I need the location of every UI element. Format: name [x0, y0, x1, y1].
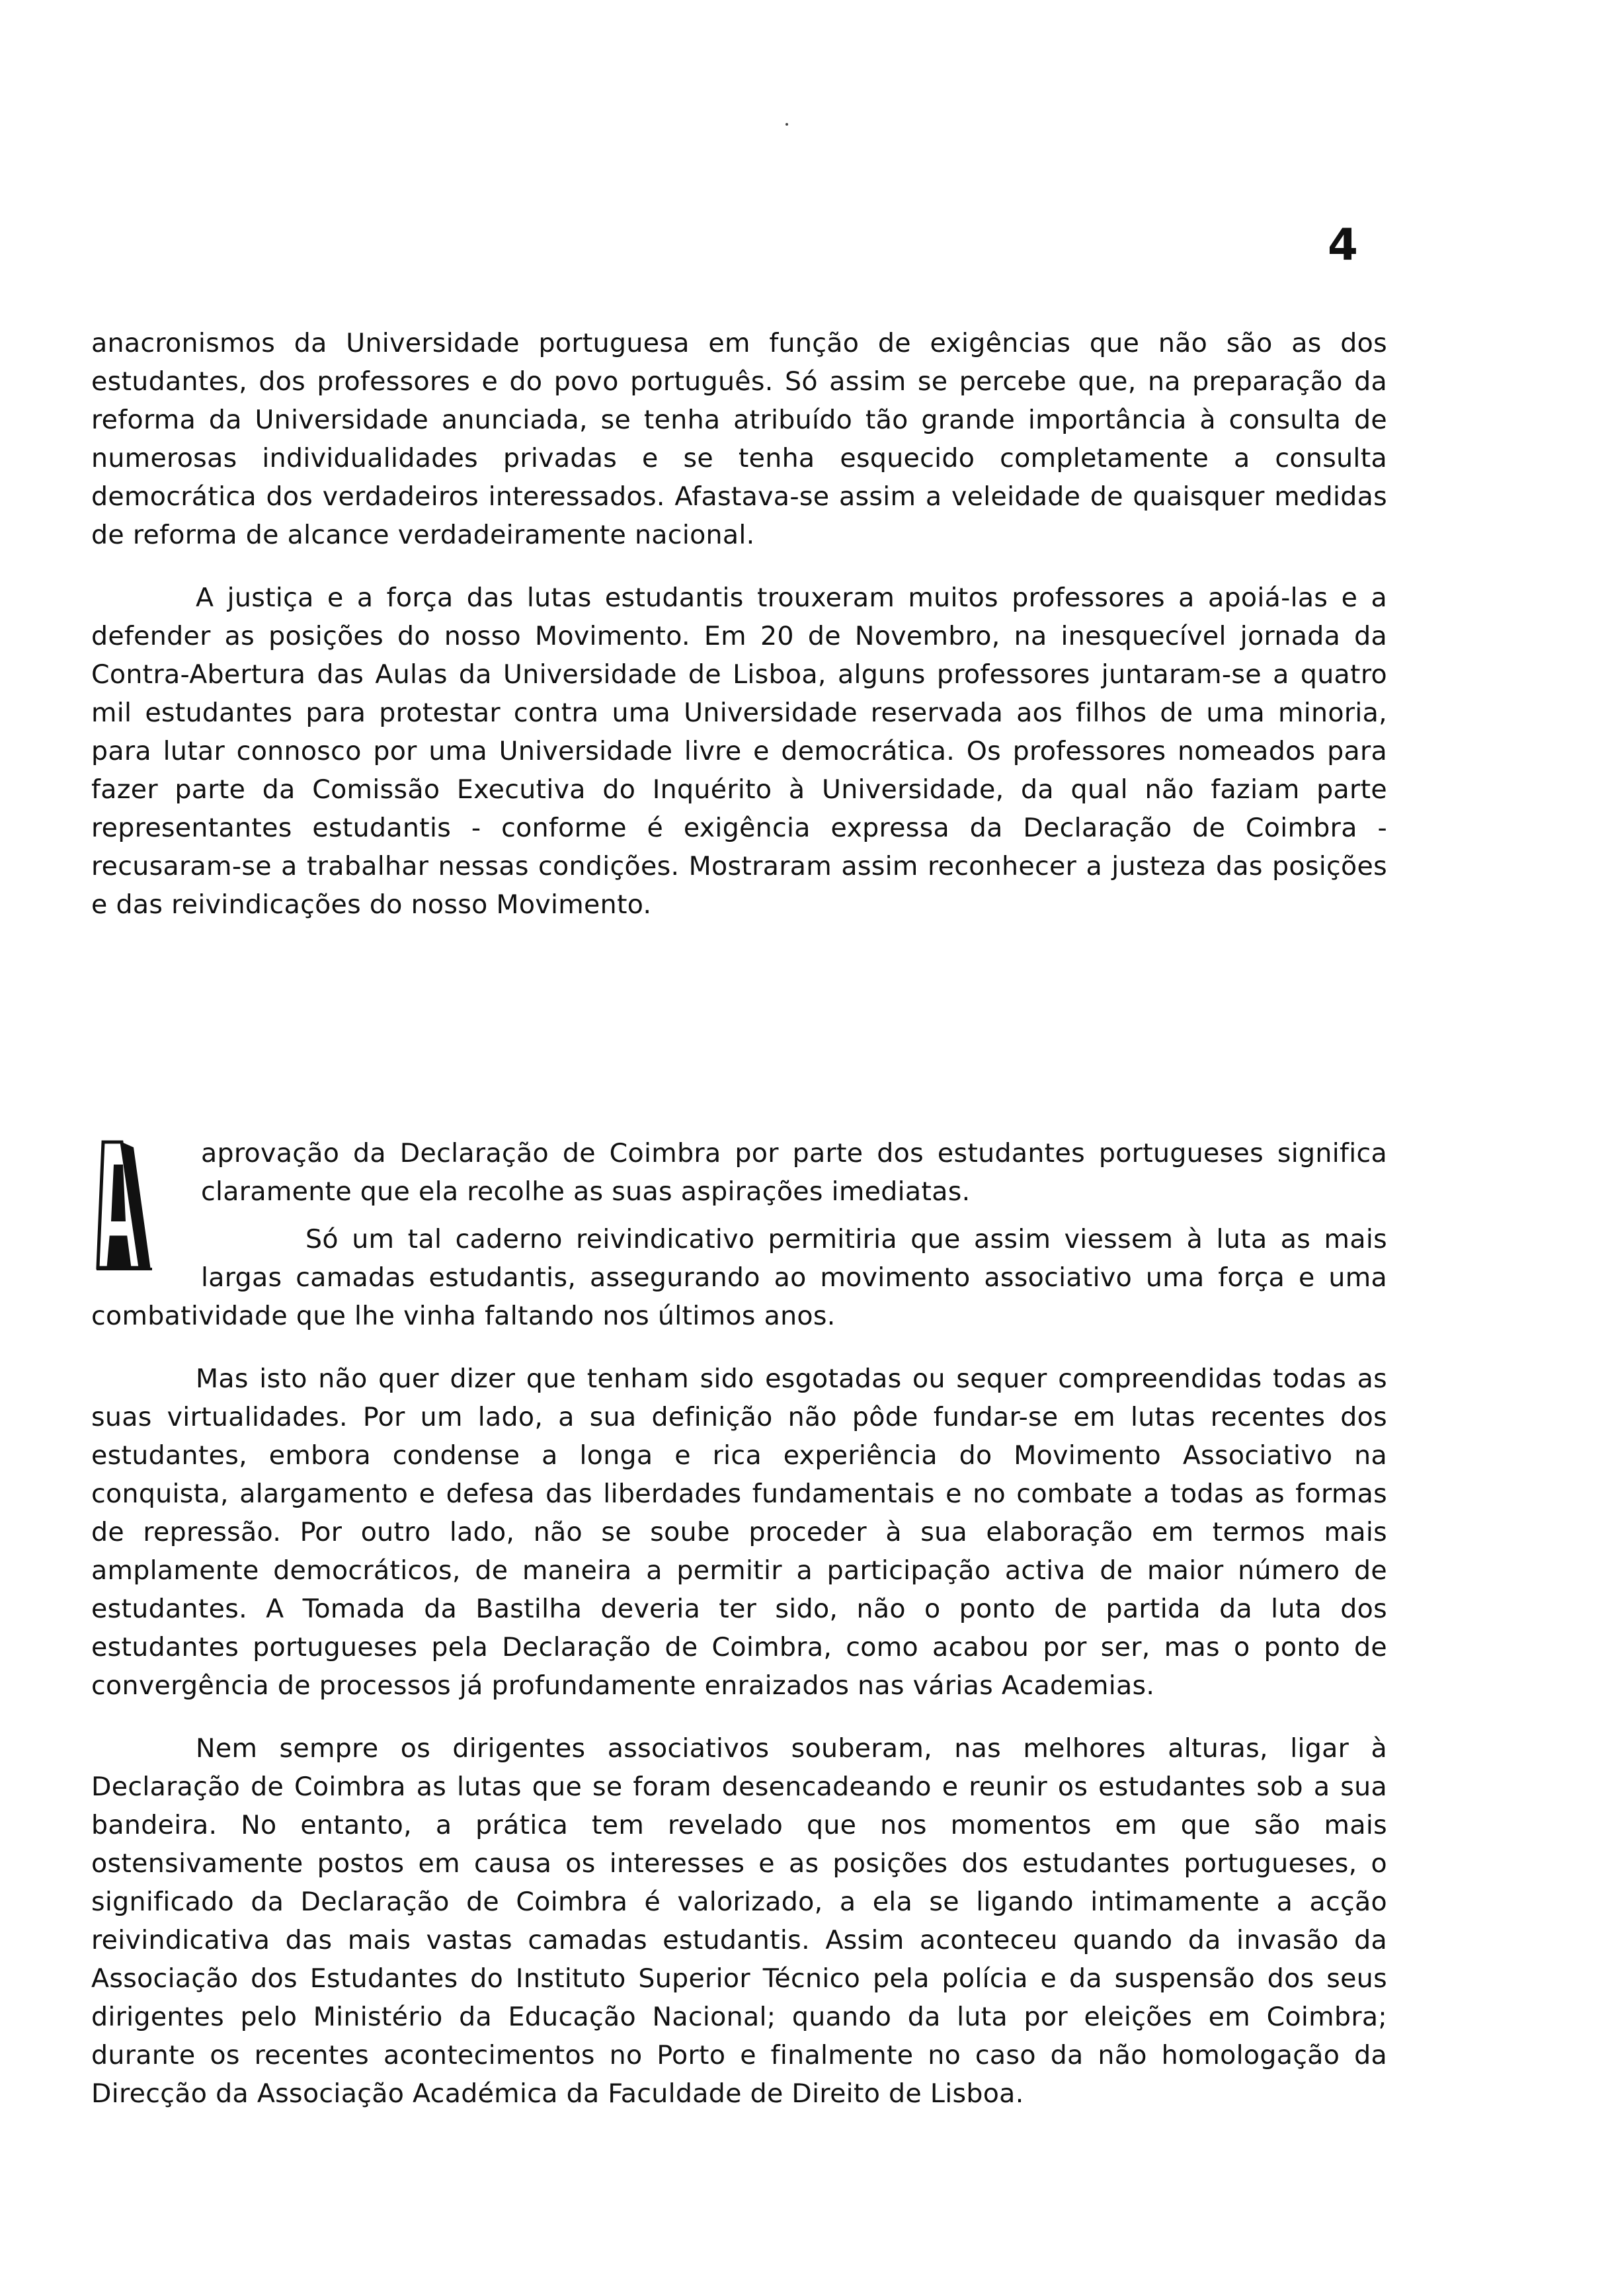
- section-declaracao: [91, 1134, 1387, 2113]
- paragraph: Só um tal caderno reivindicativo permitiria que assim viessem à luta as mais largas camadas estudantis, assegurando ao movimento associativo uma força e uma combatividade que lhe vinha faltando nos últimos anos.: [91, 1224, 1387, 1331]
- paragraph: Nem sempre os dirigentes associativos souberam, nas melhores alturas, ligar à Declaração de Coimbra as lutas que se foram desencadeando e reunir os estudantes sob a sua bandeira. No entanto, a prática tem revelado que nos momentos em que são mais ostensivamente postos em causa os interesses e as posições dos estudantes portugueses, o significado da Declaração de Coimbra é valorizado, a ela se ligando intimamente a acção reivindicativa das mais vastas camadas estudantis. Assim aconteceu quando da invasão da Associação dos Estudantes do Instituto Superior Técnico pela polícia e da suspensão dos seus dirigentes pelo Ministério da Educação Nacional; quando da luta por eleições em Coimbra; durante os recentes acontecimentos no Porto e finalmente no caso da não homologação da Direcção da Associação Académica da Faculdade de Direito de Lisboa.: [91, 1733, 1387, 2109]
- paragraph: A justiça e a força das lutas estudantis trouxeram muitos professores a apoiá-las e a defender as posições do nosso Movimento. Em 20 de Novembro, na inesquecível jornada da Contra-Abertura das Aulas da Universidade de Lisboa, alguns professores juntaram-se a quatro mil estudantes para protestar contra uma Universidade reservada aos filhos de uma minoria, para lutar connosco por uma Universidade livre e democrática. Os professores nomeados para fazer parte da Comissão Executiva do Inquérito à Universidade, da qual não faziam parte representantes estudantis - conforme é exigência expressa da Declaração de Coimbra - recusaram-se a trabalhar nessas condições. Mostraram assim reconhecer a justeza das posições e das reivindicações do nosso Movimento.: [91, 583, 1387, 920]
- paragraph: Mas isto não quer dizer que tenham sido esgotadas ou sequer compreendidas todas as suas virtualidades. Por um lado, a sua definição não pôde fundar-se em lutas recentes dos estudantes, embora condense a longa e rica experiência do Movimento Associativo na conquista, alargamento e defesa das liberdades fundamentais e no combate a todas as formas de repressão. Por outro lado, não se soube proceder à sua elaboração em termos mais amplamente democráticos, de maneira a permitir a participação activa de maior número de estudantes. A Tomada da Bastilha deveria ter sido, não o ponto de partida da luta dos estudantes portugueses pela Declaração de Coimbra, como acabou por ser, mas o ponto de convergência de processos já profundamente enraizados nas várias Academias.: [91, 1364, 1387, 1701]
- section-continuation: [91, 324, 1387, 924]
- page-number: 4: [1328, 220, 1358, 270]
- paragraph: anacronismos da Universidade portuguesa em função de exigências que não são as dos estudantes, dos professores e do povo português. Só assim se percebe que, na preparação da reforma da Universidade anunciada, se tenha atribuído tão grande importância à consulta de numerosas individualidades privadas e se tenha esquecido completamente a consulta democrática dos verdadeiros interessados. Afastava-se assim a veleidade de quaisquer medidas de reforma de alcance verdadeiramente nacional.: [91, 328, 1387, 550]
- drop-cap-letter-a: [91, 1138, 184, 1270]
- opening-paragraph: aprovação da Declaração de Coimbra por parte dos estudantes portugueses significa claramente que ela recolhe as suas aspirações imediatas.: [201, 1138, 1387, 1207]
- scan-speck: [785, 123, 788, 126]
- drop-cap-a-icon: [91, 1138, 184, 1270]
